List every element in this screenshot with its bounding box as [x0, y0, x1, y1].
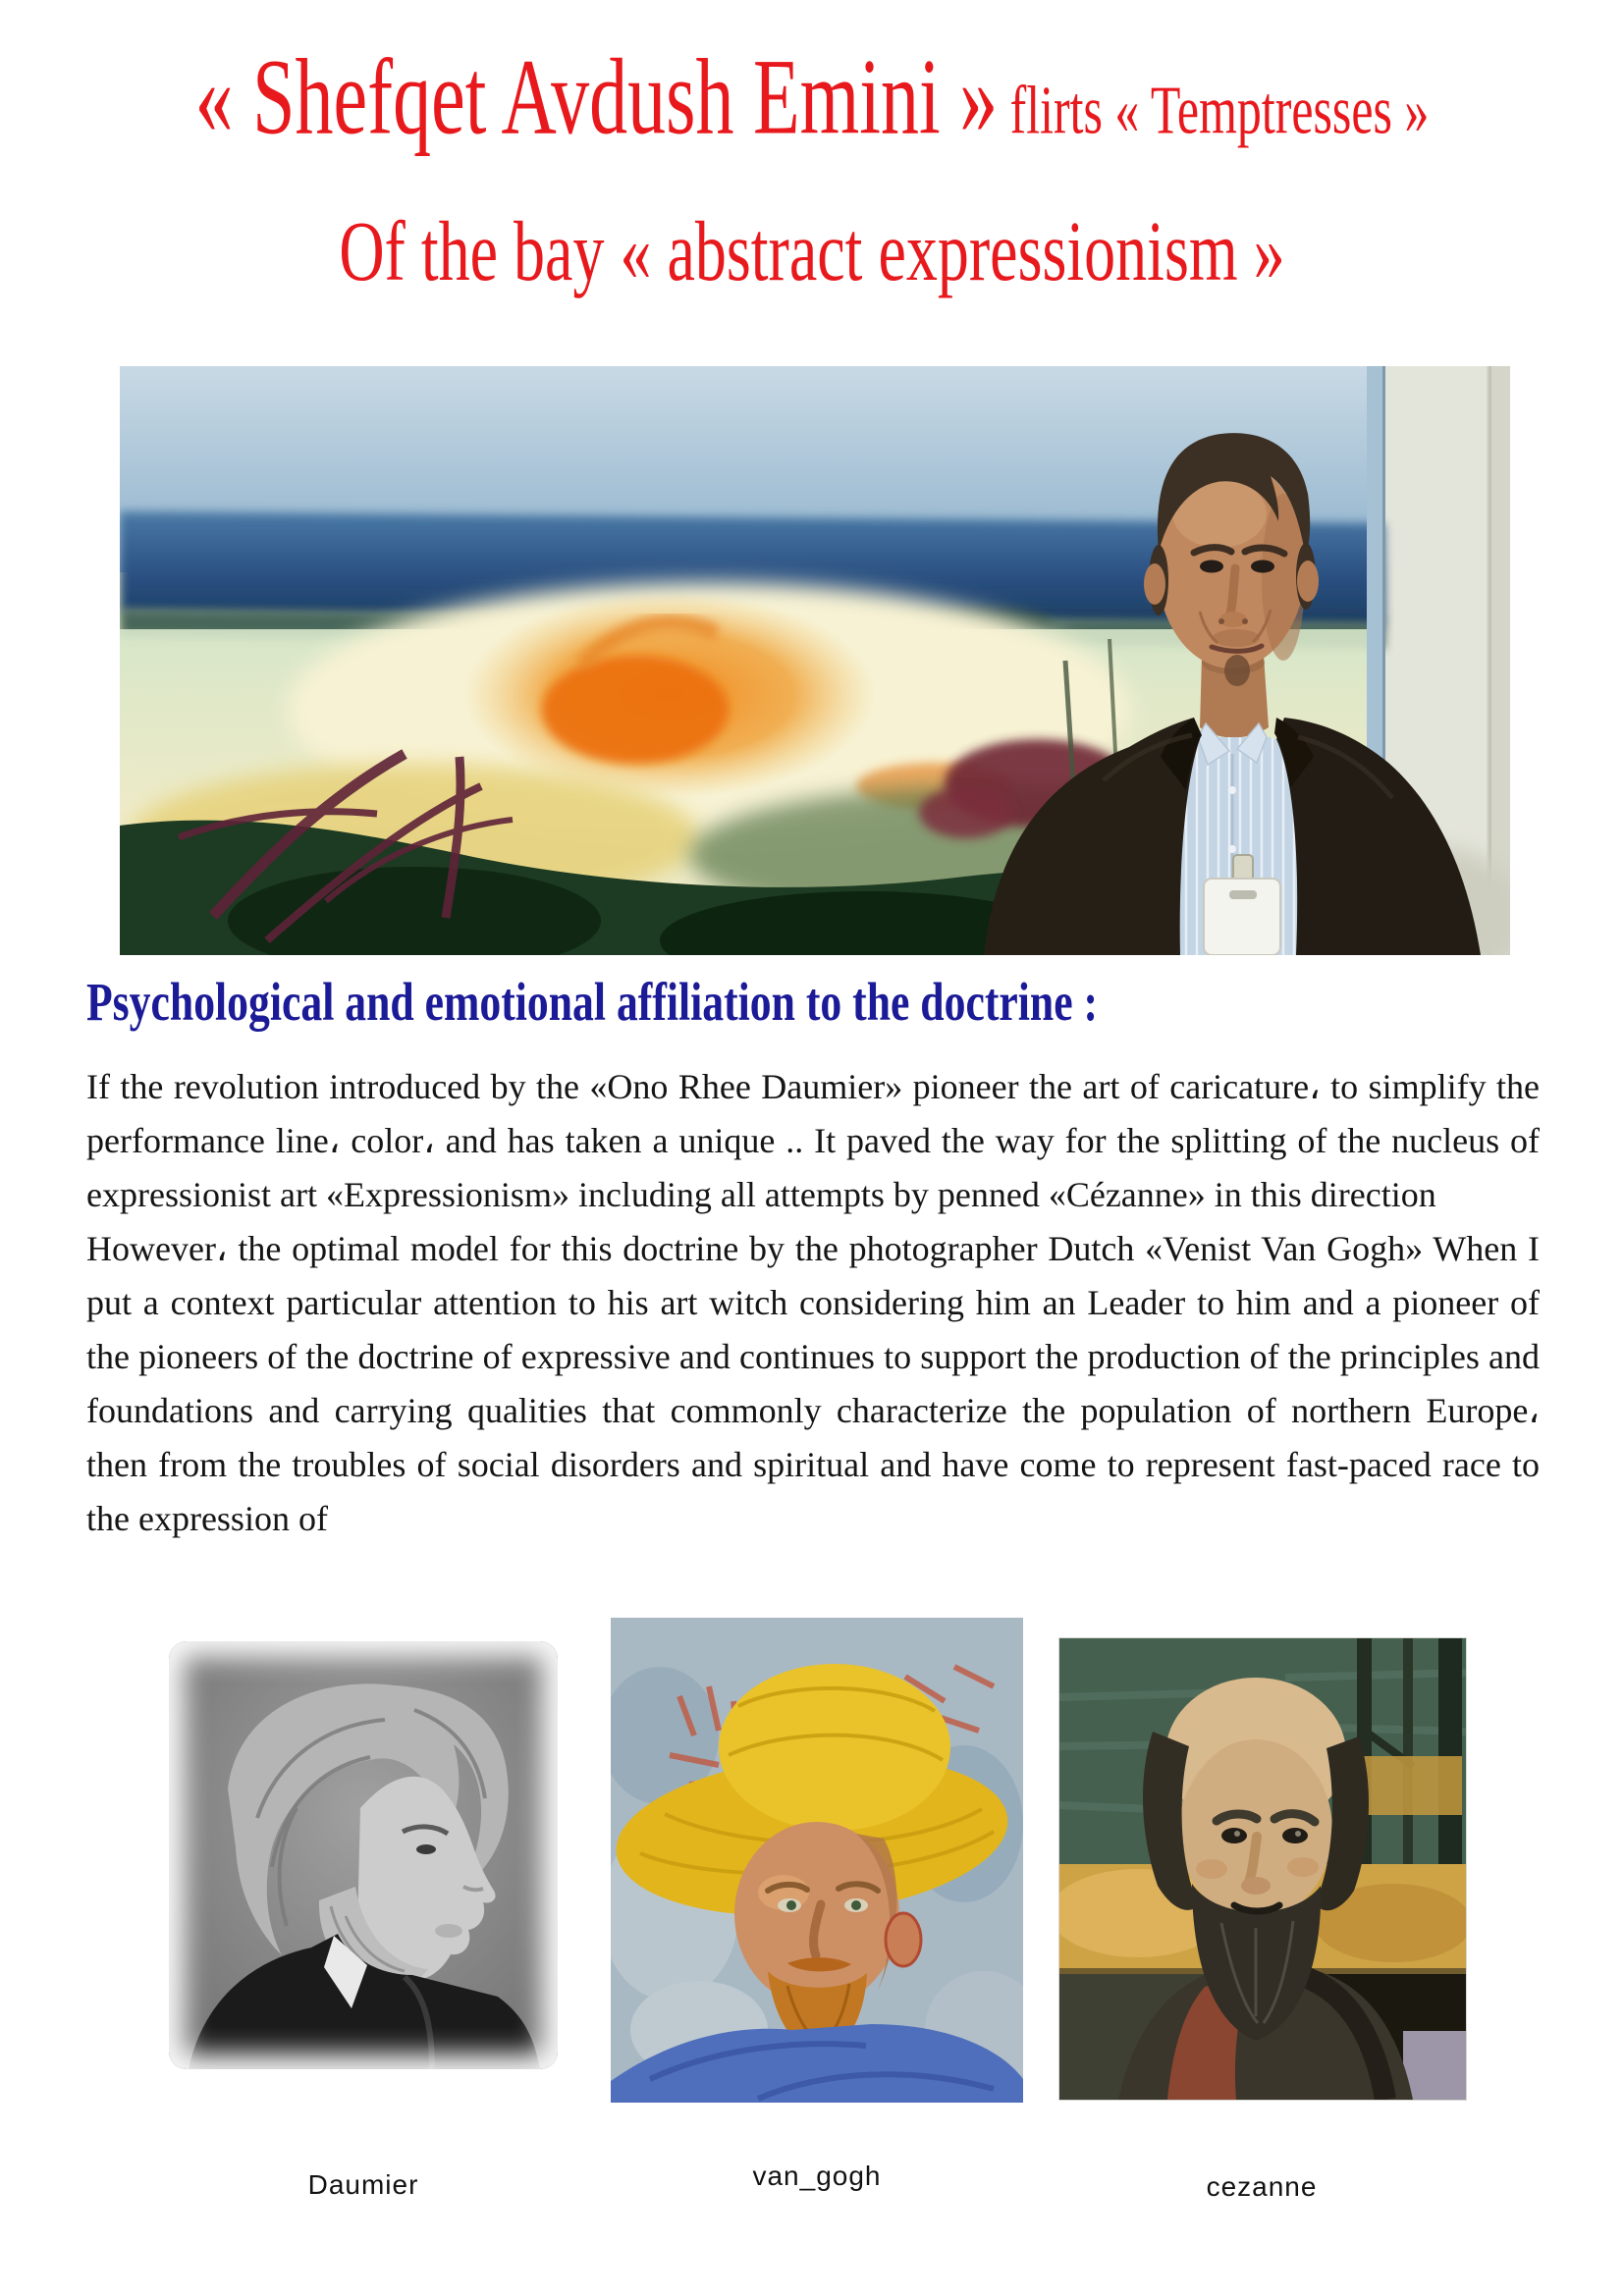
ear	[886, 1913, 921, 1966]
portrait-daumier	[169, 1641, 558, 2069]
paragraph-2: However، the optimal model for this doctrine by the photographer Dutch «Venist Van Gogh» When I put a context particular attention to his art witch considering him an Leader to him and a pioneer of the pioneers of the doctrine of expressive and continues to support the production of the principles and foundations and carrying qualities that commonly characterize the population of northern Europe، then from the troubles of social disorders and spiritual and have come to represent fast-paced race to the expression of	[86, 1229, 1540, 1538]
section-heading: Psychological and emotional affiliation to the doctrine :	[86, 973, 1099, 1033]
title-artist-name: « Shefqet Avdush Emini »	[194, 36, 999, 157]
paragraph-1: If the revolution introduced by the «Ono Rhee Daumier» pioneer the art of caricature، to simplify the performance line، color، and has taken a unique .. It paved the way for the splitting of the nucleus of expressionist art «Expressionism» including all attempts by penned «Cézanne» in this direction	[86, 1067, 1540, 1214]
goatee	[1224, 655, 1250, 686]
article-body	[86, 1060, 1540, 1546]
artist-photo	[120, 366, 1510, 955]
title-line-2: Of the bay « abstract expressionism »	[339, 205, 1285, 299]
tree-trunks	[1354, 1638, 1462, 1894]
document-title	[0, 36, 1624, 302]
caption-cezanne: cezanne	[1206, 2171, 1318, 2202]
title-line-1	[179, 31, 1445, 187]
portrait-cezanne	[1058, 1637, 1467, 2101]
artist-photo-image	[120, 366, 1510, 955]
title-line1-rest: flirts « Temptresses »	[998, 71, 1430, 148]
caption-daumier: Daumier	[307, 2169, 419, 2200]
caption-van-gogh: van_gogh	[752, 2161, 882, 2191]
portrait-van-gogh	[611, 1618, 1023, 2103]
